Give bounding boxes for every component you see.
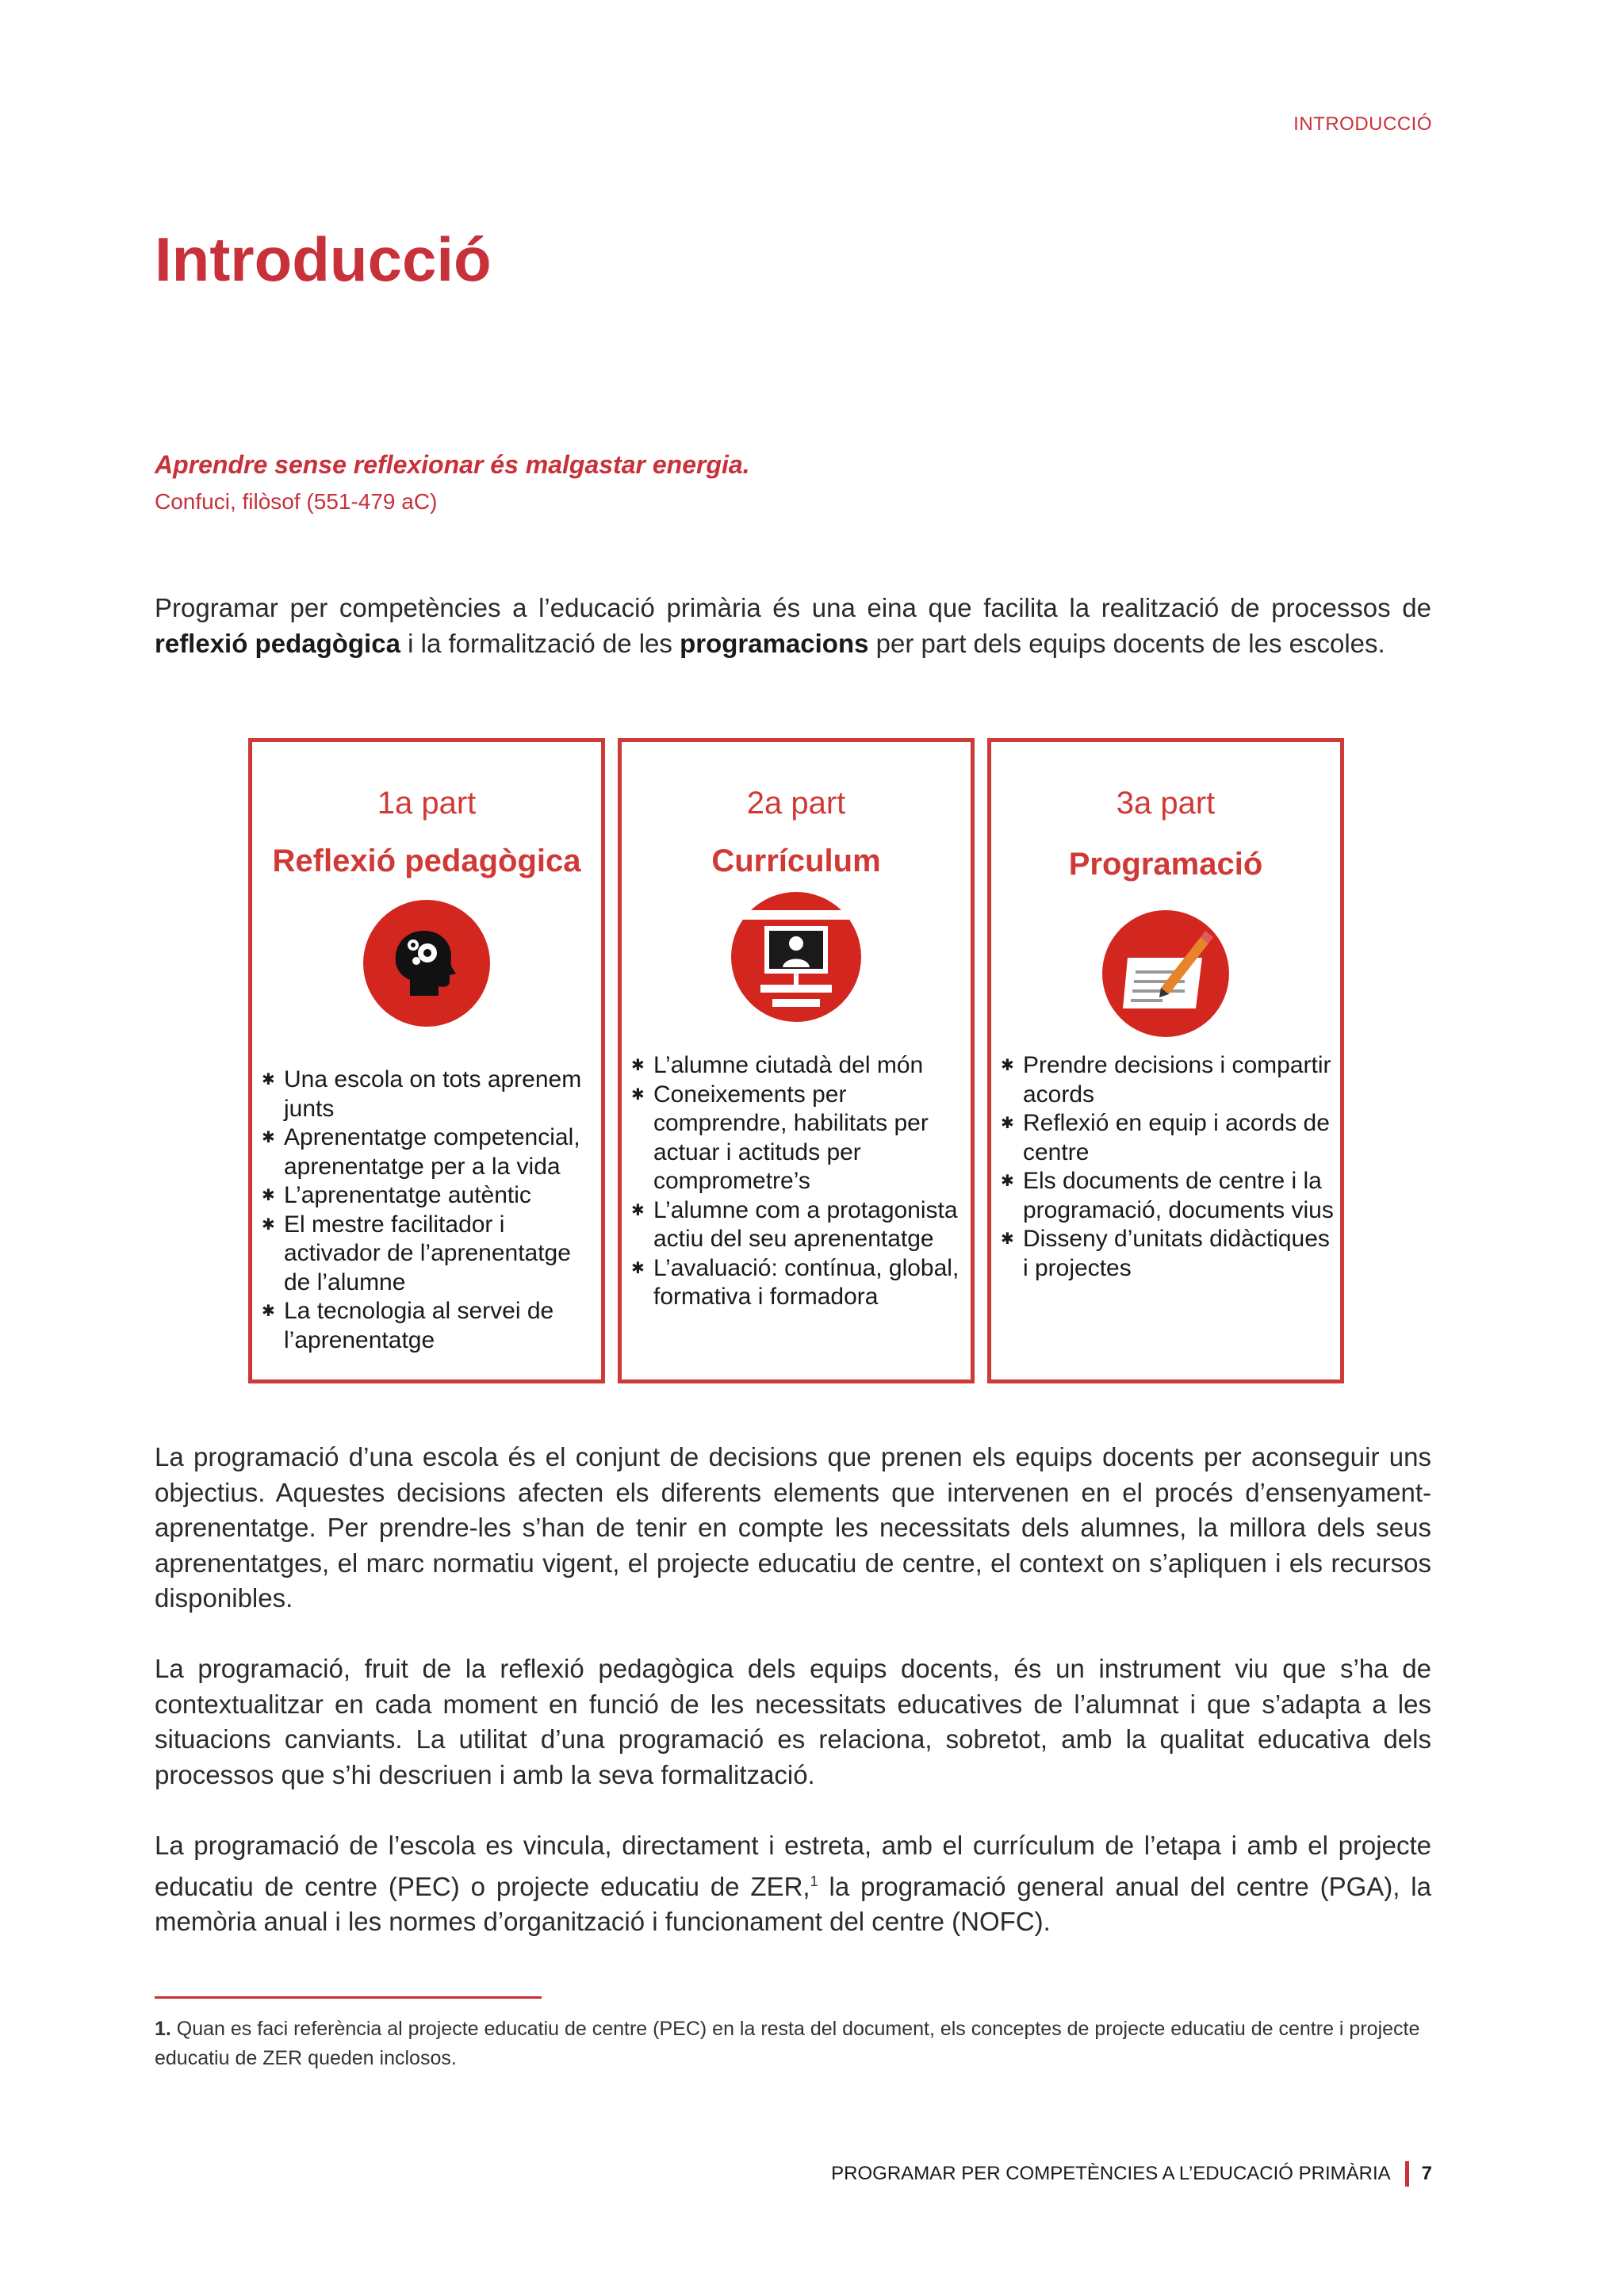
- footnote-text: Quan es faci referència al projecte educatiu de centre (PEC) en la resta del document, els conceptes de projecte educatiu de centre i projecte educatiu de ZER queden inclosos.: [155, 2018, 1420, 2069]
- head-gears-icon: [361, 897, 492, 1033]
- footnote-divider: [155, 1996, 542, 1999]
- list-item: ✱ Reflexió en equip i acords de centre: [1001, 1109, 1334, 1167]
- list-item: ✱ Disseny d’unitats didàctiques i projectes: [1001, 1225, 1334, 1283]
- list-item: ✱ El mestre facilitador i activador de l’aprenentatge de l’alumne: [262, 1211, 595, 1298]
- page-footer: [831, 2161, 1432, 2187]
- list-item: ✱ Els documents de centre i la programació, documents vius: [1001, 1167, 1334, 1225]
- footer-divider: [1405, 2161, 1409, 2187]
- list-item: ✱ La tecnologia al servei de l’aprenentatge: [262, 1297, 595, 1355]
- epigraph-author: Confuci, filòsof (551-479 aC): [155, 489, 438, 514]
- panel-title: Reflexió pedagògica: [272, 844, 581, 878]
- panel-title: Programació: [1068, 847, 1263, 882]
- panel-list: [631, 1051, 964, 1312]
- panel-part-label: 1a part: [377, 786, 477, 821]
- page-title: Introducció: [155, 224, 492, 294]
- body-paragraph-2: La programació, fruit de la reflexió pedagògica dels equips docents, és un instrument viu que s’ha de contextualitzar en cada moment en funció de les necessitats educatives de l’alumnat i que s’adapta a les situacions canviants. La utilitat d’una programació es relaciona, sobretot, amb la qualitat educativa dels processos que s’hi descriuen i amb la seva formalització.: [155, 1654, 1431, 1789]
- footnote-number: 1.: [155, 2018, 171, 2040]
- panel-title: Currículum: [711, 844, 881, 878]
- panel-list: [262, 1066, 595, 1355]
- list-item: ✱ Aprenentatge competencial, aprenentatge per a la vida: [262, 1123, 595, 1181]
- panel-list: [1001, 1051, 1334, 1283]
- list-item: ✱ Prendre decisions i compartir acords: [1001, 1051, 1334, 1109]
- panel-part-3: [987, 738, 1344, 1383]
- panel-part-2: [618, 738, 975, 1383]
- presentation-board-icon: [729, 890, 864, 1028]
- list-item: ✱ L’avaluació: contínua, global, formativa i formadora: [631, 1254, 964, 1312]
- body-paragraph-3: La programació de l’escola es vincula, directament i estreta, amb el currículum de l’etapa i amb el projecte educatiu de centre (PEC) o projecte educatiu de ZER,$^1$ la programació general anual del centre (PGA), la memòria anual i les normes d’organització i funcionament del centre (NOFC).: [155, 1831, 1431, 1936]
- body-paragraph-1: La programació d’una escola és el conjunt de decisions que prenen els equips docents per aconseguir uns objectius. Aquestes decisions afecten els diferents elements que intervenen en el procés d’ensenyament-aprenentatge. Per prendre-les s’han de tenir en compte les necessitats dels alumnes, la millora dels seus aprenentatges, el marc normatiu vigent, el projecte educatiu de centre, el context on s’apliquen i els recursos disponibles.: [155, 1442, 1431, 1613]
- page-number: 7: [1421, 2163, 1432, 2184]
- list-item: ✱ Una escola on tots aprenem junts: [262, 1066, 595, 1123]
- intro-paragraph: Programar per competències a l’educació primària és una eina que facilita la realització de processos de reflexió pedagògica i la formalització de les programacions per part dels equips docents de les escoles.: [155, 593, 1431, 658]
- list-item: ✱ L’aprenentatge autèntic: [262, 1181, 595, 1211]
- bold-term: programacions: [680, 628, 869, 658]
- infographic-three-parts: [248, 738, 1344, 1380]
- panel-part-label: 3a part: [1116, 786, 1216, 821]
- epigraph-quote: Aprendre sense reflexionar és malgastar energia.: [155, 450, 750, 479]
- panel-part-label: 2a part: [746, 786, 846, 821]
- bold-term: reflexió pedagògica: [155, 628, 400, 658]
- panel-part-1: [248, 738, 605, 1383]
- footer-title: PROGRAMAR PER COMPETÈNCIES A L’EDUCACIÓ PRIMÀRIA: [831, 2163, 1391, 2184]
- document-pencil-icon: [1101, 909, 1231, 1043]
- list-item: ✱ L’alumne ciutadà del món: [631, 1051, 964, 1081]
- footnote: [155, 2015, 1435, 2073]
- running-header: INTRODUCCIÓ: [1293, 113, 1432, 135]
- list-item: ✱ L’alumne com a protagonista actiu del seu aprenentatge: [631, 1196, 964, 1254]
- epigraph: [155, 450, 750, 515]
- list-item: ✱ Coneixements per comprendre, habilitats per actuar i actituds per comprometre’s: [631, 1081, 964, 1196]
- footnote-reference[interactable]: 1: [810, 1873, 818, 1889]
